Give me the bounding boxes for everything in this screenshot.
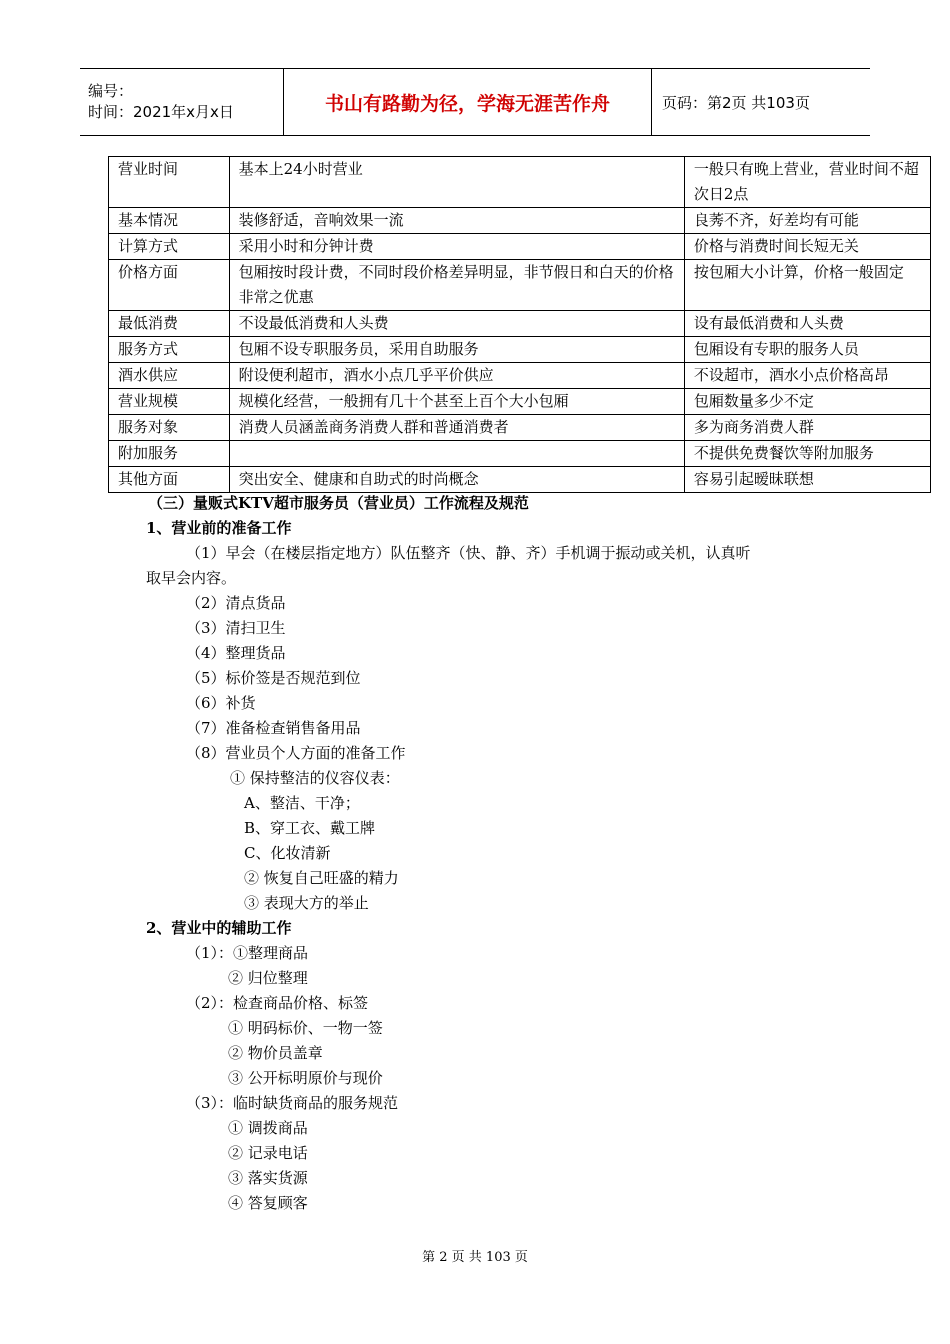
page-label: 页码：第2页 共103页 <box>662 93 810 112</box>
text-line: ① 调拨商品 <box>228 1119 308 1137</box>
row-category: 其他方面 <box>109 467 230 493</box>
text-line: ① 保持整洁的仪容仪表： <box>230 769 400 787</box>
ktv-feature: 装修舒适，音响效果一流 <box>229 208 684 234</box>
comparison-table <box>108 156 931 493</box>
row-category: 价格方面 <box>109 260 230 311</box>
text-line: （1）：①整理商品 <box>186 944 309 962</box>
ktv-feature <box>229 441 684 467</box>
table-row <box>109 157 931 208</box>
traditional-feature: 价格与消费时间长短无关 <box>684 234 930 260</box>
ktv-feature: 消费人员涵盖商务消费人群和普通消费者 <box>229 415 684 441</box>
traditional-feature: 设有最低消费和人头费 <box>684 311 930 337</box>
text-line: （3）：临时缺货商品的服务规范 <box>186 1094 399 1112</box>
table-row <box>109 389 931 415</box>
text-line: （3）清扫卫生 <box>186 619 286 637</box>
row-category: 服务对象 <box>109 415 230 441</box>
text-line: B、穿工衣、戴工牌 <box>244 819 376 837</box>
row-category: 营业规模 <box>109 389 230 415</box>
section-heading: 2、营业中的辅助工作 <box>146 919 292 937</box>
ktv-feature: 基本上24小时营业 <box>229 157 684 208</box>
traditional-feature: 按包厢大小计算，价格一般固定 <box>684 260 930 311</box>
text-line: （6）补货 <box>186 694 256 712</box>
text-line: （4）整理货品 <box>186 644 286 662</box>
table-row <box>109 234 931 260</box>
row-category: 酒水供应 <box>109 363 230 389</box>
ktv-feature: 包厢不设专职服务员，采用自助服务 <box>229 337 684 363</box>
text-line: （2）清点货品 <box>186 594 286 612</box>
text-line: （2）：检查商品价格、标签 <box>186 994 369 1012</box>
text-line: （7）准备检查销售备用品 <box>186 719 361 737</box>
header-page-cell <box>652 69 870 135</box>
text-line: （5）标价签是否规范到位 <box>186 669 361 687</box>
table-row <box>109 311 931 337</box>
ktv-feature: 规模化经营，一般拥有几十个甚至上百个大小包厢 <box>229 389 684 415</box>
traditional-feature: 多为商务消费人群 <box>684 415 930 441</box>
text-line: ① 明码标价、一物一签 <box>228 1019 383 1037</box>
row-category: 基本情况 <box>109 208 230 234</box>
table-row <box>109 415 931 441</box>
ktv-feature: 附设便利超市，酒水小点几乎平价供应 <box>229 363 684 389</box>
text-line: ② 归位整理 <box>228 969 308 987</box>
table-row <box>109 441 931 467</box>
time-label: 时间：2021年x月x日 <box>88 103 234 121</box>
text-line: A、整洁、干净； <box>244 794 360 812</box>
header-motto-cell <box>284 69 652 135</box>
table-row <box>109 208 931 234</box>
text-line: 取早会内容。 <box>146 569 237 587</box>
header-meta <box>80 69 284 135</box>
ktv-feature: 包厢按时段计费，不同时段价格差异明显，非节假日和白天的价格非常之优惠 <box>229 260 684 311</box>
traditional-feature: 容易引起暧昧联想 <box>684 467 930 493</box>
traditional-feature: 良莠不齐，好差均有可能 <box>684 208 930 234</box>
row-category: 营业时间 <box>109 157 230 208</box>
traditional-feature: 不提供免费餐饮等附加服务 <box>684 441 930 467</box>
table-row <box>109 337 931 363</box>
text-line: ② 物价员盖章 <box>228 1044 323 1062</box>
text-line: ④ 答复顾客 <box>228 1194 308 1212</box>
text-line: ③ 表现大方的举止 <box>244 894 369 912</box>
traditional-feature: 包厢设有专职的服务人员 <box>684 337 930 363</box>
page-footer: 第 2 页 共 103 页 <box>422 1250 528 1265</box>
table-row <box>109 260 931 311</box>
table-row <box>109 363 931 389</box>
section-heading: 1、营业前的准备工作 <box>146 519 292 537</box>
row-category: 最低消费 <box>109 311 230 337</box>
ktv-feature: 不设最低消费和人头费 <box>229 311 684 337</box>
traditional-feature: 不设超市，酒水小点价格高昂 <box>684 363 930 389</box>
row-category: 计算方式 <box>109 234 230 260</box>
motto: 书山有路勤为径，学海无涯苦作舟 <box>324 92 610 115</box>
traditional-feature: 包厢数量多少不定 <box>684 389 930 415</box>
text-line: ② 记录电话 <box>228 1144 308 1162</box>
row-category: 附加服务 <box>109 441 230 467</box>
text-line: ② 恢复自己旺盛的精力 <box>244 869 399 887</box>
traditional-feature: 一般只有晚上营业，营业时间不超次日2点 <box>684 157 930 208</box>
page-header <box>80 68 870 136</box>
text-line: （8）营业员个人方面的准备工作 <box>186 744 406 762</box>
text-line: （1）早会（在楼层指定地方）队伍整齐（快、静、齐）手机调于振动或关机，认真听 <box>186 544 751 562</box>
text-line: ③ 落实货源 <box>228 1169 308 1187</box>
table-row <box>109 467 931 493</box>
section-heading: （三）量贩式KTV超市服务员（营业员）工作流程及规范 <box>148 494 529 512</box>
comparison-table-body <box>109 157 931 493</box>
ktv-feature: 突出安全、健康和自助式的时尚概念 <box>229 467 684 493</box>
ktv-feature: 采用小时和分钟计费 <box>229 234 684 260</box>
number-label: 编号： <box>88 82 134 100</box>
row-category: 服务方式 <box>109 337 230 363</box>
text-line: ③ 公开标明原价与现价 <box>228 1069 383 1087</box>
text-line: C、化妆清新 <box>244 844 331 862</box>
